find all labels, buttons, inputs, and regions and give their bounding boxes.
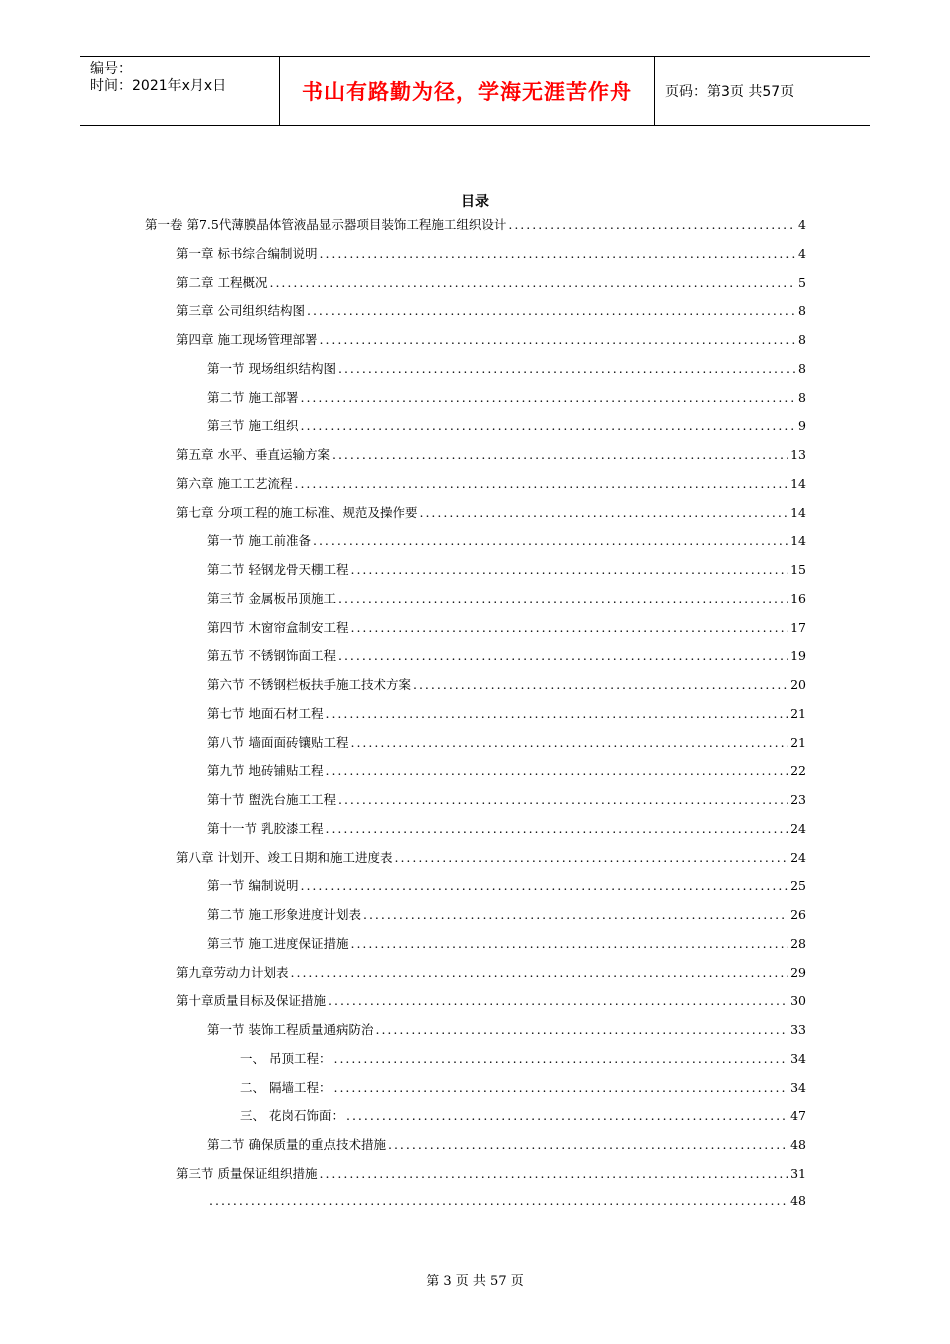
toc-entry-title: 第八章 计划开、竣工日期和施工进度表 — [176, 849, 393, 865]
toc-entry-title: 二、 隔墙工程： — [240, 1079, 332, 1095]
toc-entry-page: 24 — [790, 820, 806, 836]
document-number-label: 编号： — [90, 61, 132, 77]
toc-entry-page: 15 — [790, 562, 806, 577]
toc-entry-page: 48 — [790, 1192, 806, 1208]
toc-entry-title: 第一卷 第7.5代薄膜晶体管液晶显示器项目装饰工程施工组织设计 — [145, 217, 507, 232]
toc-entry-page: 20 — [790, 677, 806, 692]
toc-entry-title: 第三节 金属板吊顶施工 — [207, 590, 336, 606]
toc-entry[interactable] — [207, 675, 806, 695]
toc-entry[interactable] — [207, 416, 806, 436]
toc-dot-leader — [338, 591, 788, 606]
toc-dot-leader — [346, 1108, 788, 1123]
toc-dot-leader — [338, 648, 788, 663]
toc-entry-title: 第五节 不锈钢饰面工程 — [207, 648, 336, 664]
toc-entry[interactable] — [176, 244, 806, 264]
toc-entry[interactable] — [207, 819, 806, 839]
toc-entry-title: 第六节 不锈钢栏板扶手施工技术方案 — [207, 677, 411, 692]
toc-entry[interactable] — [240, 1049, 806, 1069]
toc-entry-title: 第二节 施工形象进度计划表 — [207, 907, 361, 922]
toc-dot-leader — [332, 447, 788, 462]
toc-entry-page: 25 — [790, 878, 806, 894]
toc-entry[interactable] — [240, 1078, 806, 1098]
toc-entry[interactable] — [176, 273, 806, 293]
toc-entry-title: 第六章 施工工艺流程 — [176, 475, 293, 491]
toc-entry-title: 第九节 地砖铺贴工程 — [207, 763, 324, 779]
toc-entry-page: 17 — [790, 619, 806, 635]
toc-entry[interactable] — [207, 876, 806, 896]
toc-entry-title: 第三节 施工组织 — [207, 418, 299, 434]
toc-entry-title: 第十节 盥洗台施工工程 — [207, 792, 336, 807]
toc-dot-leader — [350, 735, 788, 750]
toc-dot-leader — [325, 706, 788, 721]
toc-entry-title: 第五章 水平、垂直运输方案 — [176, 447, 330, 462]
toc-dot-leader — [325, 763, 788, 778]
toc-entry-title: 第十章质量目标及保证措施 — [176, 993, 327, 1009]
toc-entry-page: 24 — [790, 849, 806, 865]
toc-entry-title: 第九章劳动力计划表 — [176, 964, 289, 980]
toc-entry[interactable] — [207, 531, 806, 551]
toc-entry-title: 第三节 施工进度保证措施 — [207, 935, 349, 951]
toc-entry[interactable] — [207, 388, 806, 408]
toc-entry[interactable] — [176, 503, 806, 523]
toc-entry-title: 第七节 地面石材工程 — [207, 705, 324, 721]
toc-dot-leader — [269, 275, 796, 290]
toc-entry-title: 第二章 工程概况 — [176, 274, 268, 290]
toc-entry-page: 47 — [790, 1108, 806, 1124]
toc-entry-page: 13 — [790, 447, 806, 462]
toc-entry-title: 第十一节 乳胶漆工程 — [207, 820, 324, 836]
toc-dot-leader — [388, 1137, 788, 1152]
toc-entry-page: 14 — [790, 533, 806, 549]
toc-entry-page: 14 — [790, 504, 806, 520]
toc-dot-leader — [333, 1080, 788, 1095]
toc-dot-leader — [375, 1022, 788, 1037]
toc-entry[interactable] — [207, 761, 806, 781]
toc-dot-leader — [508, 217, 796, 232]
toc-dot-leader — [313, 533, 788, 548]
toc-entry[interactable] — [176, 1164, 806, 1184]
toc-dot-leader — [291, 965, 789, 980]
toc-dot-leader — [319, 332, 796, 347]
toc-entry[interactable] — [207, 704, 806, 724]
toc-entry[interactable] — [207, 359, 806, 379]
header-page-info: 页码：第3页 共57页 — [665, 84, 795, 100]
toc-dot-leader — [419, 505, 788, 520]
toc-entry[interactable] — [207, 905, 806, 925]
toc-entry[interactable] — [207, 560, 806, 580]
toc-entry-title: 第四章 施工现场管理部署 — [176, 332, 318, 347]
header-motto: 书山有路勤为径，学海无涯苦作舟 — [280, 57, 655, 125]
toc-entry-title: 第四节 木窗帘盒制安工程 — [207, 619, 349, 635]
toc-entry-title: 第一节 施工前准备 — [207, 533, 311, 549]
toc-dot-leader — [350, 620, 788, 635]
toc-dot-leader — [338, 361, 796, 376]
toc-title: 目录 — [461, 194, 489, 210]
header-meta — [80, 57, 280, 125]
document-date: 时间：2021年x月x日 — [90, 78, 227, 94]
toc-entry-title: 第二节 轻钢龙骨天棚工程 — [207, 562, 349, 577]
toc-dot-leader — [350, 936, 788, 951]
toc-entry[interactable] — [207, 934, 806, 954]
toc-entry[interactable] — [176, 301, 806, 321]
toc-entry-page: 28 — [790, 935, 806, 951]
toc-entry-title: 三、 花岗石饰面： — [240, 1108, 344, 1124]
toc-entry-page: 4 — [798, 217, 806, 232]
page-header — [80, 56, 870, 126]
toc-entry-title: 第二节 施工部署 — [207, 389, 299, 405]
toc-dot-leader — [338, 792, 788, 807]
toc-entry-page: 23 — [790, 792, 806, 807]
toc-entry-title: 第二节 确保质量的重点技术措施 — [207, 1137, 386, 1152]
toc-dot-leader — [300, 878, 788, 893]
toc-entry-page: 21 — [790, 705, 806, 721]
toc-entry[interactable] — [176, 963, 806, 983]
toc-entry-page: 8 — [798, 389, 806, 405]
page-footer: 第 3 页 共 57 页 — [426, 1274, 524, 1289]
toc-entry[interactable] — [207, 646, 806, 666]
toc-entry-page: 16 — [790, 590, 806, 606]
toc-dot-leader — [333, 1051, 788, 1066]
toc-dot-leader — [319, 246, 796, 261]
toc-entry-title: 第三节 质量保证组织措施 — [176, 1165, 318, 1181]
toc-entry-page: 8 — [798, 303, 806, 319]
toc-entry-title: 第三章 公司组织结构图 — [176, 303, 305, 319]
toc-entry-title: 第一章 标书综合编制说明 — [176, 245, 318, 261]
toc-entry-page: 22 — [790, 763, 806, 779]
toc-entry-page: 29 — [790, 964, 806, 980]
toc-dot-leader — [325, 821, 788, 836]
toc-entry-page: 34 — [790, 1079, 806, 1095]
toc-entry[interactable] — [176, 991, 806, 1011]
toc-entry[interactable] — [207, 618, 806, 638]
toc-entry-page: 8 — [798, 332, 806, 347]
toc-entry-page: 33 — [790, 1022, 806, 1037]
toc-entry-title: 第七章 分项工程的施工标准、规范及操作要 — [176, 504, 418, 520]
toc-entry-page: 8 — [798, 360, 806, 376]
toc-dot-leader — [294, 476, 788, 491]
toc-entry-page: 30 — [790, 993, 806, 1009]
toc-entry[interactable] — [207, 790, 806, 810]
toc-dot-leader — [328, 993, 788, 1008]
toc-entry[interactable] — [240, 1106, 806, 1126]
toc-entry[interactable] — [207, 589, 806, 609]
toc-dot-leader — [413, 677, 788, 692]
toc-entry[interactable] — [176, 330, 806, 350]
toc-entry[interactable] — [176, 848, 806, 868]
toc-entry-page: 21 — [790, 734, 806, 750]
toc-entry-page: 34 — [790, 1050, 806, 1066]
toc-dot-leader — [300, 418, 796, 433]
toc-dot-leader — [319, 1166, 788, 1181]
toc-entry-page: 14 — [790, 475, 806, 491]
toc-entry[interactable] — [207, 1020, 806, 1040]
toc-entry-page: 4 — [798, 245, 806, 261]
toc-dot-leader — [363, 907, 788, 922]
toc-entry[interactable] — [145, 215, 806, 235]
toc-dot-leader — [307, 303, 796, 318]
toc-entry[interactable] — [207, 1135, 806, 1155]
toc-entry-title: 第一节 装饰工程质量通病防治 — [207, 1022, 374, 1037]
toc-entry[interactable] — [207, 1193, 806, 1213]
toc-entry-title: 第一节 编制说明 — [207, 878, 299, 894]
toc-entry-page: 26 — [790, 907, 806, 922]
toc-entry[interactable] — [176, 445, 806, 465]
toc-dot-leader — [300, 390, 796, 405]
toc-entry-title: 第一节 现场组织结构图 — [207, 360, 336, 376]
toc-entry[interactable] — [207, 733, 806, 753]
toc-entry-page: 5 — [798, 274, 806, 290]
toc-dot-leader — [350, 562, 788, 577]
toc-entry[interactable] — [176, 474, 806, 494]
toc-entry-page: 31 — [790, 1165, 806, 1181]
toc-dot-leader — [394, 850, 788, 865]
toc-entry-page: 48 — [790, 1137, 806, 1152]
toc-entry-title: 一、 吊顶工程： — [240, 1050, 332, 1066]
toc-entry-page: 19 — [790, 648, 806, 664]
toc-entry-title: 第八节 墙面面砖镶贴工程 — [207, 734, 349, 750]
toc-entry-page: 9 — [798, 418, 806, 434]
toc-dot-leader — [209, 1193, 788, 1208]
